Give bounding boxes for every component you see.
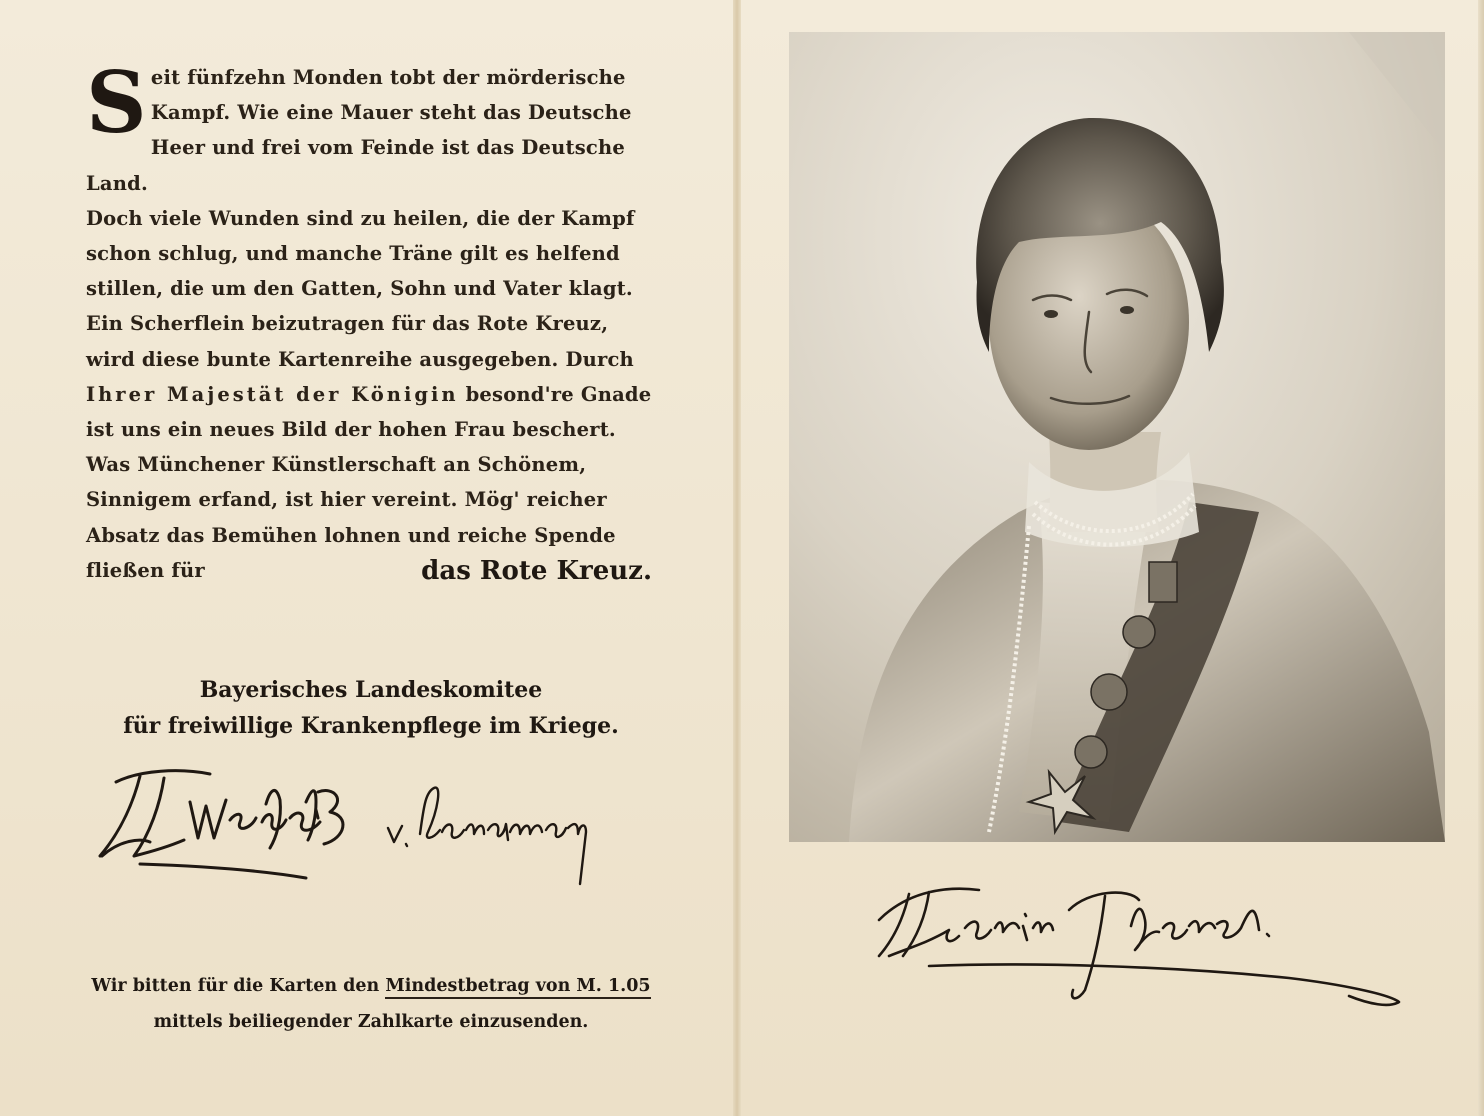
intro-text: [86, 53, 656, 588]
footer-line-1: Wir bitten für die Karten den Mindestbetrag von M. 1.05: [76, 968, 666, 1004]
committee-name: [86, 672, 656, 744]
portrait-signature: [869, 870, 1409, 1020]
intro-paragraph-3: Ein Scherflein beizutragen für das Rote Kreuz, wird diese bunte Kartenreihe ausgegeben. Durch Ihrer Majestät der Königin besond're Gnade ist uns ein neues Bild der hohen Frau beschert. Was Münchener Künstlerschaft an Schönem, Sinnigem erfand, ist hier vereint. Mög' reicher Absatz das Bemühen lohnen und reiche Spende fließen für: [86, 312, 652, 582]
intro-paragraph-2: Doch viele Wunden sind zu heilen, die der Kampf schon schlug, und manche Träne gilt es helfend stillen, die um den Gatten, Sohn und Vater klagt.: [86, 206, 635, 301]
committee-signatures: [80, 760, 640, 900]
signature-right: [380, 774, 630, 904]
signature-queen: [869, 870, 1409, 1020]
footer-note: [76, 968, 666, 1040]
closing-line: das Rote Kreuz.: [421, 556, 652, 586]
committee-line-2: für freiwillige Krankenpflege im Kriege.: [123, 713, 619, 739]
portrait-illustration: [789, 32, 1445, 842]
dropcap: S: [86, 53, 147, 152]
minimum-amount: Mindestbetrag von M. 1.05: [385, 976, 650, 999]
committee-line-1: Bayerisches Landeskomitee: [199, 677, 543, 703]
footer-line-2: mittels beiliegender Zahlkarte einzusenden.: [153, 1012, 589, 1032]
portrait-photo: [789, 32, 1445, 842]
left-page: [0, 0, 733, 1116]
right-page: [741, 0, 1478, 1116]
majesty-text: Ihrer Majestät der Königin: [86, 382, 459, 406]
intro-paragraph-1: Seit fünfzehn Monden tobt der mörderische Kampf. Wie eine Mauer steht das Deutsche Heer und frei vom Feinde ist das Deutsche Land.: [86, 53, 632, 195]
page-edge: [1478, 0, 1484, 1116]
center-fold: [733, 0, 741, 1116]
